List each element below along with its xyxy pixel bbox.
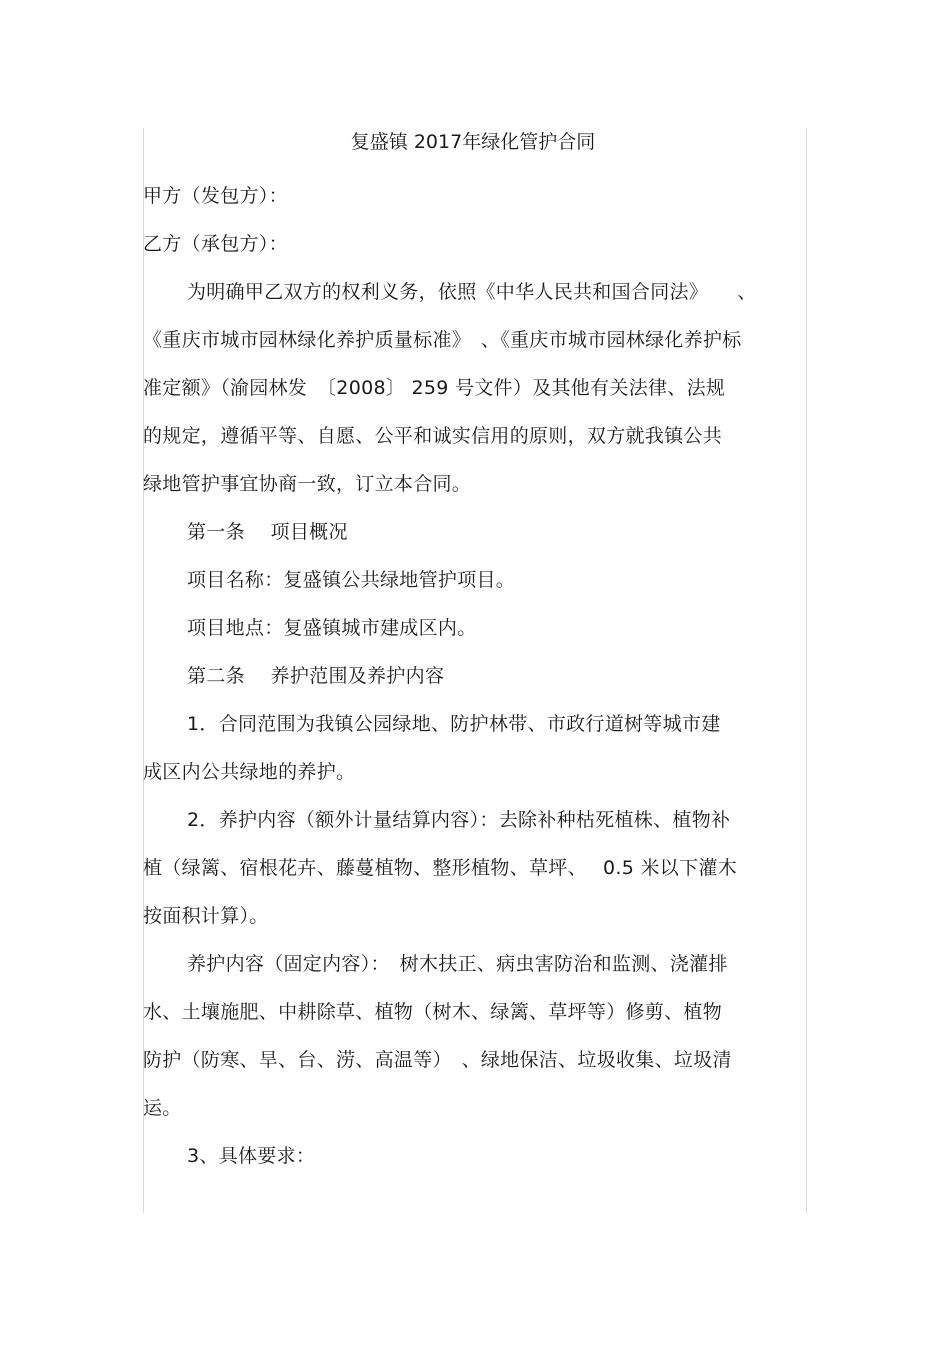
preamble-line: 《重庆市城市园林绿化养护质量标准》 、《重庆市城市园林绿化养护标 [143,329,742,351]
clause-line: 养护内容（固定内容）： 树木扶正、病虫害防治和监测、浇灌排 [187,953,728,975]
clause-line: 水、土壤施肥、中耕除草、植物（树木、绿篱、草坪等）修剪、植物 [143,1001,723,1023]
preamble-line: 准定额》（渝园林发 〔2008〕 259 号文件）及其他有关法律、法规 [143,377,726,399]
party-a-line: 甲方（发包方）： [143,185,288,207]
document-body [143,122,803,1180]
article-heading: 第二条 养护范围及养护内容 [187,665,445,687]
clause-line: 1．合同范围为我镇公园绿地、防护林带、市政行道树等城市建 [187,713,721,735]
clause-line: 2．养护内容（额外计量结算内容）：去除补种枯死植株、植物补 [187,809,731,831]
clause-line: 植（绿篱、宿根花卉、藤蔓植物、整形植物、草坪、 0.5 米以下灌木 [143,857,737,879]
clause-line: 成区内公共绿地的养护。 [143,761,356,783]
preamble-line: 的规定，遵循平等、自愿、公平和诚实信用的原则，双方就我镇公共 [143,425,723,447]
clause-line: 3、具体要求： [187,1145,316,1167]
document-title: 复盛镇 2017年绿化管护合同 [350,131,596,153]
clause-line: 按面积计算）。 [143,905,269,927]
party-b-line: 乙方（承包方）： [143,233,288,255]
clause-line: 防护（防寒、旱、台、涝、高温等） 、绿地保洁、垃圾收集、垃圾清 [143,1049,732,1071]
clause-line: 运。 [143,1097,182,1119]
article-heading: 第一条 项目概况 [187,521,348,543]
project-location-line: 项目地点：复盛镇城市建成区内。 [187,617,477,639]
right-margin-line [806,128,807,1213]
preamble-line: 为明确甲乙双方的权利义务，依照《中华人民共和国合同法》 、 [187,281,757,303]
preamble-line: 绿地管护事宜协商一致，订立本合同。 [143,473,472,495]
project-name-line: 项目名称：复盛镇公共绿地管护项目。 [187,569,516,591]
